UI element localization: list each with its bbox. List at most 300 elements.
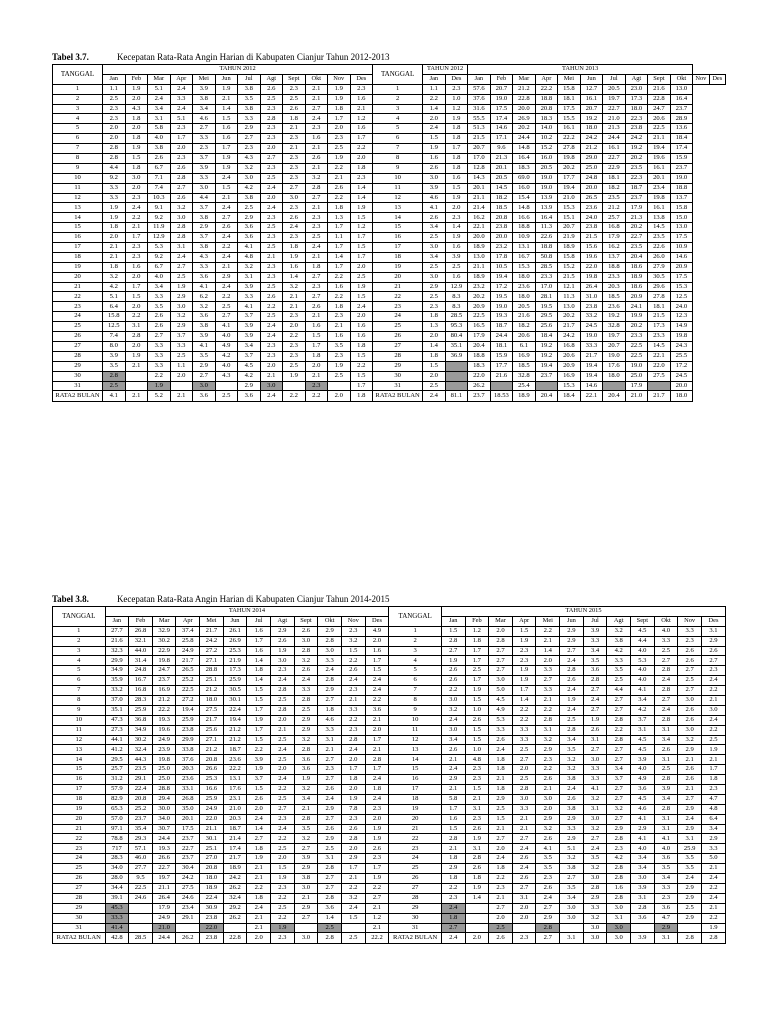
tanggal-header-left: TANGGAL bbox=[53, 65, 103, 85]
day-cell: 21 bbox=[389, 824, 442, 834]
value-cell: 25.0 bbox=[580, 163, 603, 173]
value-cell bbox=[445, 371, 468, 381]
value-cell: 3.2 bbox=[283, 282, 306, 292]
value-cell: 31.2 bbox=[105, 775, 129, 785]
value-cell: 30.0 bbox=[152, 804, 176, 814]
value-cell: 3.8 bbox=[238, 84, 261, 94]
value-cell bbox=[445, 361, 468, 371]
value-cell: 2.4 bbox=[365, 794, 389, 804]
day-cell: 4 bbox=[389, 656, 442, 666]
value-cell: 19.2 bbox=[603, 312, 626, 322]
value-cell: 37.0 bbox=[105, 696, 129, 706]
value-cell: 41.2 bbox=[105, 745, 129, 755]
value-cell: 2.0 bbox=[489, 626, 513, 636]
day-cell: 10 bbox=[53, 715, 106, 725]
month-header: Apr bbox=[512, 616, 536, 626]
day-cell: 23 bbox=[53, 302, 103, 312]
month-header: Mar bbox=[489, 616, 513, 626]
value-cell: 29.4 bbox=[152, 794, 176, 804]
value-cell: 2.9 bbox=[607, 824, 631, 834]
value-cell: 19.6 bbox=[648, 154, 671, 164]
value-cell: 6.2 bbox=[193, 292, 216, 302]
day-cell: 3 bbox=[53, 104, 103, 114]
value-cell: 27.7 bbox=[129, 864, 153, 874]
value-cell: 1.4 bbox=[445, 223, 468, 233]
value-cell: 2.4 bbox=[305, 114, 328, 124]
value-cell: 18.2 bbox=[603, 183, 626, 193]
day-cell: 25 bbox=[53, 864, 106, 874]
value-cell: 3.5 bbox=[536, 854, 560, 864]
value-cell: 2.1 bbox=[512, 814, 536, 824]
month-header: Feb bbox=[125, 74, 148, 84]
value-cell: 23.5 bbox=[603, 193, 626, 203]
value-cell: 21.6 bbox=[648, 84, 671, 94]
value-cell: 2.1 bbox=[465, 794, 489, 804]
value-cell: 22.2 bbox=[223, 765, 247, 775]
tanggal-header-right: TANGGAL bbox=[373, 65, 423, 85]
value-cell: 2.0 bbox=[271, 854, 295, 864]
month-header: Feb bbox=[490, 74, 513, 84]
value-cell: 2.5 bbox=[260, 282, 283, 292]
value-cell: 2.5 bbox=[560, 715, 584, 725]
value-cell: 1.8 bbox=[350, 341, 373, 351]
value-cell: 20.5 bbox=[535, 163, 558, 173]
value-cell: 1.5 bbox=[305, 332, 328, 342]
value-cell: 2.3 bbox=[260, 272, 283, 282]
value-cell: 19.8 bbox=[558, 154, 581, 164]
value-cell: 2.3 bbox=[341, 626, 365, 636]
value-cell: 2.8 bbox=[294, 696, 318, 706]
value-cell: 30.1 bbox=[200, 834, 224, 844]
value-cell: 23.6 bbox=[223, 755, 247, 765]
value-cell: 18.4 bbox=[535, 332, 558, 342]
value-cell: 22.1 bbox=[648, 351, 671, 361]
value-cell: 23.7 bbox=[670, 163, 693, 173]
value-cell: 2.9 bbox=[536, 745, 560, 755]
value-cell: 33.2 bbox=[580, 312, 603, 322]
day-cell: 11 bbox=[53, 725, 106, 735]
value-cell: 3.0 bbox=[512, 794, 536, 804]
value-cell: 35.1 bbox=[445, 341, 468, 351]
value-cell: 2.8 bbox=[294, 814, 318, 824]
value-cell: 22.0 bbox=[648, 361, 671, 371]
value-cell: 21.0 bbox=[223, 804, 247, 814]
value-cell: 2.1 bbox=[305, 94, 328, 104]
value-cell: 2.8 bbox=[305, 183, 328, 193]
value-cell: 2.6 bbox=[678, 715, 702, 725]
table-row bbox=[53, 834, 726, 844]
value-cell: 2.5 bbox=[283, 361, 306, 371]
value-cell: 2.1 bbox=[512, 824, 536, 834]
value-cell: 4.1 bbox=[193, 282, 216, 292]
value-cell: 14.0 bbox=[535, 124, 558, 134]
value-cell: 27.7 bbox=[105, 626, 129, 636]
day-cell: 11 bbox=[389, 725, 442, 735]
value-cell: 2.7 bbox=[365, 893, 389, 903]
value-cell: 19.4 bbox=[535, 361, 558, 371]
day-cell: 3 bbox=[389, 646, 442, 656]
day-cell: 20 bbox=[373, 272, 423, 282]
value-cell: 6.1 bbox=[513, 341, 536, 351]
value-cell: 25.3 bbox=[223, 646, 247, 656]
value-cell: 30.5 bbox=[648, 272, 671, 282]
value-cell: 17.3 bbox=[223, 666, 247, 676]
table-row bbox=[53, 233, 726, 243]
day-cell: 3 bbox=[53, 646, 106, 656]
table-row bbox=[53, 785, 726, 795]
value-cell: 4.0 bbox=[148, 272, 171, 282]
value-cell: 3.3 bbox=[583, 903, 607, 913]
value-cell: 17.9 bbox=[468, 332, 491, 342]
average-value: 22.1 bbox=[580, 391, 603, 402]
value-cell: 1.1 bbox=[170, 361, 193, 371]
value-cell: 3.1 bbox=[170, 243, 193, 253]
value-cell: 17.7 bbox=[558, 173, 581, 183]
average-value: 3.9 bbox=[631, 933, 655, 944]
value-cell: 2.4 bbox=[125, 203, 148, 213]
value-cell: 2.0 bbox=[271, 715, 295, 725]
value-cell: 20.1 bbox=[648, 173, 671, 183]
value-cell: 3.0 bbox=[607, 903, 631, 913]
value-cell: 4.9 bbox=[489, 705, 513, 715]
value-cell: 28.8 bbox=[152, 785, 176, 795]
value-cell: 25.0 bbox=[625, 371, 648, 381]
value-cell: 15.9 bbox=[670, 154, 693, 164]
value-cell: 2.7 bbox=[305, 292, 328, 302]
day-cell: 13 bbox=[53, 203, 103, 213]
value-cell: 21.2 bbox=[200, 686, 224, 696]
value-cell: 27.5 bbox=[176, 883, 200, 893]
day-cell: 24 bbox=[53, 854, 106, 864]
value-cell: 13.0 bbox=[468, 252, 491, 262]
value-cell: 2.7 bbox=[441, 646, 465, 656]
table-row bbox=[53, 193, 726, 203]
value-cell: 2.6 bbox=[489, 735, 513, 745]
value-cell: 3.8 bbox=[148, 144, 171, 154]
value-cell: 17.9 bbox=[625, 381, 648, 391]
value-cell: 2.4 bbox=[341, 676, 365, 686]
value-cell: 2.1 bbox=[260, 371, 283, 381]
value-cell: 2.6 bbox=[560, 794, 584, 804]
day-cell: 28 bbox=[53, 893, 106, 903]
value-cell: 2.5 bbox=[318, 923, 342, 933]
value-cell: 2.9 bbox=[560, 834, 584, 844]
value-cell: 3.7 bbox=[193, 233, 216, 243]
value-cell: 2.6 bbox=[512, 874, 536, 884]
value-cell: 21.1 bbox=[468, 193, 491, 203]
value-cell: 2.1 bbox=[489, 775, 513, 785]
value-cell: 2.5 bbox=[215, 302, 238, 312]
value-cell: 3.5 bbox=[193, 351, 216, 361]
value-cell: 1.7 bbox=[350, 252, 373, 262]
value-cell: 2.6 bbox=[170, 193, 193, 203]
value-cell: 2.3 bbox=[328, 134, 351, 144]
value-cell: 18.7 bbox=[625, 183, 648, 193]
value-cell: 3.8 bbox=[560, 775, 584, 785]
value-cell: 1.4 bbox=[318, 913, 342, 923]
value-cell: 2.1 bbox=[489, 893, 513, 903]
value-cell: 2.1 bbox=[283, 292, 306, 302]
value-cell: 14.6 bbox=[580, 381, 603, 391]
value-cell: 2.9 bbox=[678, 893, 702, 903]
day-cell: 24 bbox=[53, 312, 103, 322]
value-cell: 1.9 bbox=[365, 874, 389, 884]
value-cell: 28.8 bbox=[200, 666, 224, 676]
day-cell: 4 bbox=[373, 114, 423, 124]
value-cell bbox=[176, 923, 200, 933]
value-cell: 10.5 bbox=[490, 262, 513, 272]
value-cell: 20.9 bbox=[670, 262, 693, 272]
value-cell: 22.4 bbox=[200, 893, 224, 903]
value-cell: 16.8 bbox=[558, 341, 581, 351]
value-cell: 2.2 bbox=[365, 696, 389, 706]
value-cell: 3.8 bbox=[294, 874, 318, 884]
value-cell: 18.8 bbox=[468, 351, 491, 361]
value-cell: 29.1 bbox=[129, 775, 153, 785]
value-cell: 2.3 bbox=[305, 223, 328, 233]
value-cell: 3.3 bbox=[560, 824, 584, 834]
value-cell: 26.9 bbox=[223, 636, 247, 646]
value-cell: 24.2 bbox=[200, 636, 224, 646]
value-cell: 1.8 bbox=[247, 844, 271, 854]
value-cell: 2.2 bbox=[271, 785, 295, 795]
day-cell: 6 bbox=[53, 134, 103, 144]
value-cell: 2.2 bbox=[701, 725, 725, 735]
value-cell: 2.7 bbox=[170, 262, 193, 272]
value-cell: 1.6 bbox=[350, 94, 373, 104]
day-cell: 18 bbox=[53, 794, 106, 804]
value-cell: 19.0 bbox=[535, 173, 558, 183]
value-cell: 46.0 bbox=[129, 854, 153, 864]
value-cell: 1.8 bbox=[328, 302, 351, 312]
value-cell: 9.2 bbox=[148, 213, 171, 223]
value-cell: 2.6 bbox=[441, 676, 465, 686]
value-cell: 12.5 bbox=[670, 292, 693, 302]
value-cell: 23.8 bbox=[580, 302, 603, 312]
value-cell: 1.4 bbox=[423, 341, 446, 351]
value-cell: 12.7 bbox=[580, 84, 603, 94]
value-cell: 2.4 bbox=[271, 775, 295, 785]
month-header: Nov bbox=[341, 616, 365, 626]
value-cell: 1.5 bbox=[489, 814, 513, 824]
value-cell: 1.2 bbox=[350, 114, 373, 124]
value-cell: 3.1 bbox=[631, 725, 655, 735]
value-cell bbox=[631, 923, 655, 933]
value-cell: 2.4 bbox=[489, 854, 513, 864]
value-cell: 2.0 bbox=[103, 134, 126, 144]
day-cell: 1 bbox=[53, 626, 106, 636]
value-cell: 18.3 bbox=[468, 361, 491, 371]
value-cell: 2.5 bbox=[654, 646, 678, 656]
value-cell: 1.5 bbox=[465, 725, 489, 735]
value-cell: 32.4 bbox=[223, 893, 247, 903]
value-cell: 2.3 bbox=[260, 341, 283, 351]
value-cell: 2.4 bbox=[560, 785, 584, 795]
value-cell: 35.1 bbox=[105, 705, 129, 715]
value-cell: 3.1 bbox=[465, 804, 489, 814]
value-cell: 17.6 bbox=[223, 785, 247, 795]
value-cell: 2.3 bbox=[283, 173, 306, 183]
value-cell: 3.5 bbox=[560, 745, 584, 755]
value-cell: 2.7 bbox=[305, 104, 328, 114]
value-cell: 23.8 bbox=[200, 913, 224, 923]
value-cell: 14.6 bbox=[670, 252, 693, 262]
value-cell: 1.9 bbox=[328, 84, 351, 94]
year-header-2014: TAHUN 2014 bbox=[105, 607, 389, 617]
value-cell: 25.9 bbox=[200, 794, 224, 804]
value-cell: 29.0 bbox=[580, 154, 603, 164]
value-cell: 9.2 bbox=[103, 173, 126, 183]
value-cell: 2.8 bbox=[271, 705, 295, 715]
value-cell: 23.6 bbox=[513, 282, 536, 292]
value-cell: 1.7 bbox=[247, 705, 271, 715]
value-cell: 3.4 bbox=[441, 735, 465, 745]
value-cell: 2.7 bbox=[678, 686, 702, 696]
value-cell: 2.4 bbox=[260, 332, 283, 342]
average-value: 3.1 bbox=[560, 933, 584, 944]
value-cell: 2.0 bbox=[271, 765, 295, 775]
value-cell: 2.3 bbox=[465, 765, 489, 775]
value-cell: 23.4 bbox=[176, 903, 200, 913]
value-cell: 2.1 bbox=[125, 223, 148, 233]
value-cell: 24.6 bbox=[176, 893, 200, 903]
value-cell: 22.3 bbox=[625, 114, 648, 124]
value-cell: 2.9 bbox=[536, 814, 560, 824]
value-cell: 2.0 bbox=[260, 361, 283, 371]
value-cell: 2.5 bbox=[489, 923, 513, 933]
value-cell: 1.9 bbox=[103, 213, 126, 223]
value-cell: 2.2 bbox=[341, 883, 365, 893]
value-cell: 3.2 bbox=[607, 804, 631, 814]
value-cell: 50.8 bbox=[535, 252, 558, 262]
table-row bbox=[53, 302, 726, 312]
value-cell: 18.8 bbox=[535, 243, 558, 253]
table-row bbox=[53, 341, 726, 351]
value-cell: 2.7 bbox=[247, 834, 271, 844]
value-cell: 4.5 bbox=[631, 626, 655, 636]
value-cell: 2.4 bbox=[701, 874, 725, 884]
value-cell: 23.9 bbox=[152, 745, 176, 755]
value-cell: 18.3 bbox=[513, 163, 536, 173]
value-cell: 1.7 bbox=[350, 134, 373, 144]
value-cell: 22.0 bbox=[200, 923, 224, 933]
value-cell: 2.3 bbox=[260, 104, 283, 114]
value-cell: 23.7 bbox=[625, 193, 648, 203]
day-cell: 24 bbox=[373, 312, 423, 322]
average-label: RATA2 BULAN bbox=[389, 933, 442, 944]
day-cell: 22 bbox=[53, 834, 106, 844]
value-cell: 2.4 bbox=[215, 173, 238, 183]
value-cell: 2.1 bbox=[489, 824, 513, 834]
value-cell: 2.3 bbox=[328, 312, 351, 322]
value-cell: 2.4 bbox=[701, 893, 725, 903]
value-cell: 19.8 bbox=[670, 332, 693, 342]
value-cell: 2.2 bbox=[536, 626, 560, 636]
value-cell: 3.2 bbox=[294, 735, 318, 745]
value-cell: 12.8 bbox=[468, 163, 491, 173]
value-cell: 1.5 bbox=[423, 134, 446, 144]
value-cell: 24.9 bbox=[176, 646, 200, 656]
value-cell: 23.5 bbox=[625, 243, 648, 253]
value-cell: 13.8 bbox=[648, 213, 671, 223]
value-cell: 2.1 bbox=[247, 874, 271, 884]
value-cell: 24.9 bbox=[152, 735, 176, 745]
value-cell: 3.0 bbox=[193, 183, 216, 193]
value-cell: 2.6 bbox=[512, 854, 536, 864]
value-cell: 2.9 bbox=[318, 834, 342, 844]
value-cell: 17.3 bbox=[625, 94, 648, 104]
value-cell: 17.4 bbox=[223, 844, 247, 854]
value-cell: 13.0 bbox=[558, 302, 581, 312]
table-row bbox=[53, 272, 726, 282]
value-cell: 2.0 bbox=[125, 94, 148, 104]
value-cell: 2.6 bbox=[148, 154, 171, 164]
value-cell: 2.4 bbox=[583, 844, 607, 854]
value-cell: 2.1 bbox=[271, 725, 295, 735]
value-cell: 3.2 bbox=[103, 272, 126, 282]
value-cell bbox=[294, 923, 318, 933]
table-row bbox=[53, 292, 726, 302]
value-cell: 2.5 bbox=[294, 705, 318, 715]
value-cell: 18.9 bbox=[223, 864, 247, 874]
value-cell: 3.5 bbox=[294, 824, 318, 834]
value-cell: 2.4 bbox=[271, 824, 295, 834]
value-cell: 2.6 bbox=[678, 705, 702, 715]
value-cell: 29.6 bbox=[648, 282, 671, 292]
value-cell: 3.0 bbox=[193, 381, 216, 391]
value-cell: 2.3 bbox=[170, 124, 193, 134]
value-cell: 2.6 bbox=[678, 646, 702, 656]
value-cell: 22.2 bbox=[152, 705, 176, 715]
value-cell: 16.7 bbox=[513, 252, 536, 262]
average-value: 3.0 bbox=[294, 933, 318, 944]
value-cell: 17.5 bbox=[558, 104, 581, 114]
value-cell: 4.5 bbox=[631, 735, 655, 745]
value-cell: 1.0 bbox=[445, 94, 468, 104]
value-cell: 2.8 bbox=[607, 735, 631, 745]
value-cell: 2.2 bbox=[489, 874, 513, 884]
value-cell: 3.9 bbox=[445, 252, 468, 262]
value-cell: 20.9 bbox=[558, 361, 581, 371]
value-cell: 19.0 bbox=[580, 332, 603, 342]
value-cell: 23.6 bbox=[603, 302, 626, 312]
value-cell: 15.3 bbox=[513, 262, 536, 272]
value-cell: 2.4 bbox=[215, 233, 238, 243]
value-cell: 2.3 bbox=[365, 854, 389, 864]
value-cell: 2.0 bbox=[103, 124, 126, 134]
value-cell: 1.5 bbox=[350, 292, 373, 302]
value-cell: 1.5 bbox=[271, 864, 295, 874]
value-cell: 1.7 bbox=[328, 243, 351, 253]
value-cell: 19.7 bbox=[603, 94, 626, 104]
value-cell bbox=[445, 381, 468, 391]
value-cell: 21.2 bbox=[223, 735, 247, 745]
value-cell: 1.8 bbox=[247, 893, 271, 903]
value-cell: 15.8 bbox=[670, 203, 693, 213]
value-cell: 16.2 bbox=[468, 213, 491, 223]
value-cell: 1.4 bbox=[283, 272, 306, 282]
table-row bbox=[53, 755, 726, 765]
value-cell: 1.8 bbox=[125, 114, 148, 124]
value-cell: 20.0 bbox=[670, 381, 693, 391]
average-label: RATA2 BULAN bbox=[53, 933, 106, 944]
value-cell: 3.3 bbox=[318, 725, 342, 735]
value-cell: 15.8 bbox=[558, 252, 581, 262]
value-cell: 4.3 bbox=[193, 252, 216, 262]
value-cell: 26.8 bbox=[129, 626, 153, 636]
value-cell: 3.5 bbox=[328, 341, 351, 351]
value-cell: 18.1 bbox=[603, 173, 626, 183]
